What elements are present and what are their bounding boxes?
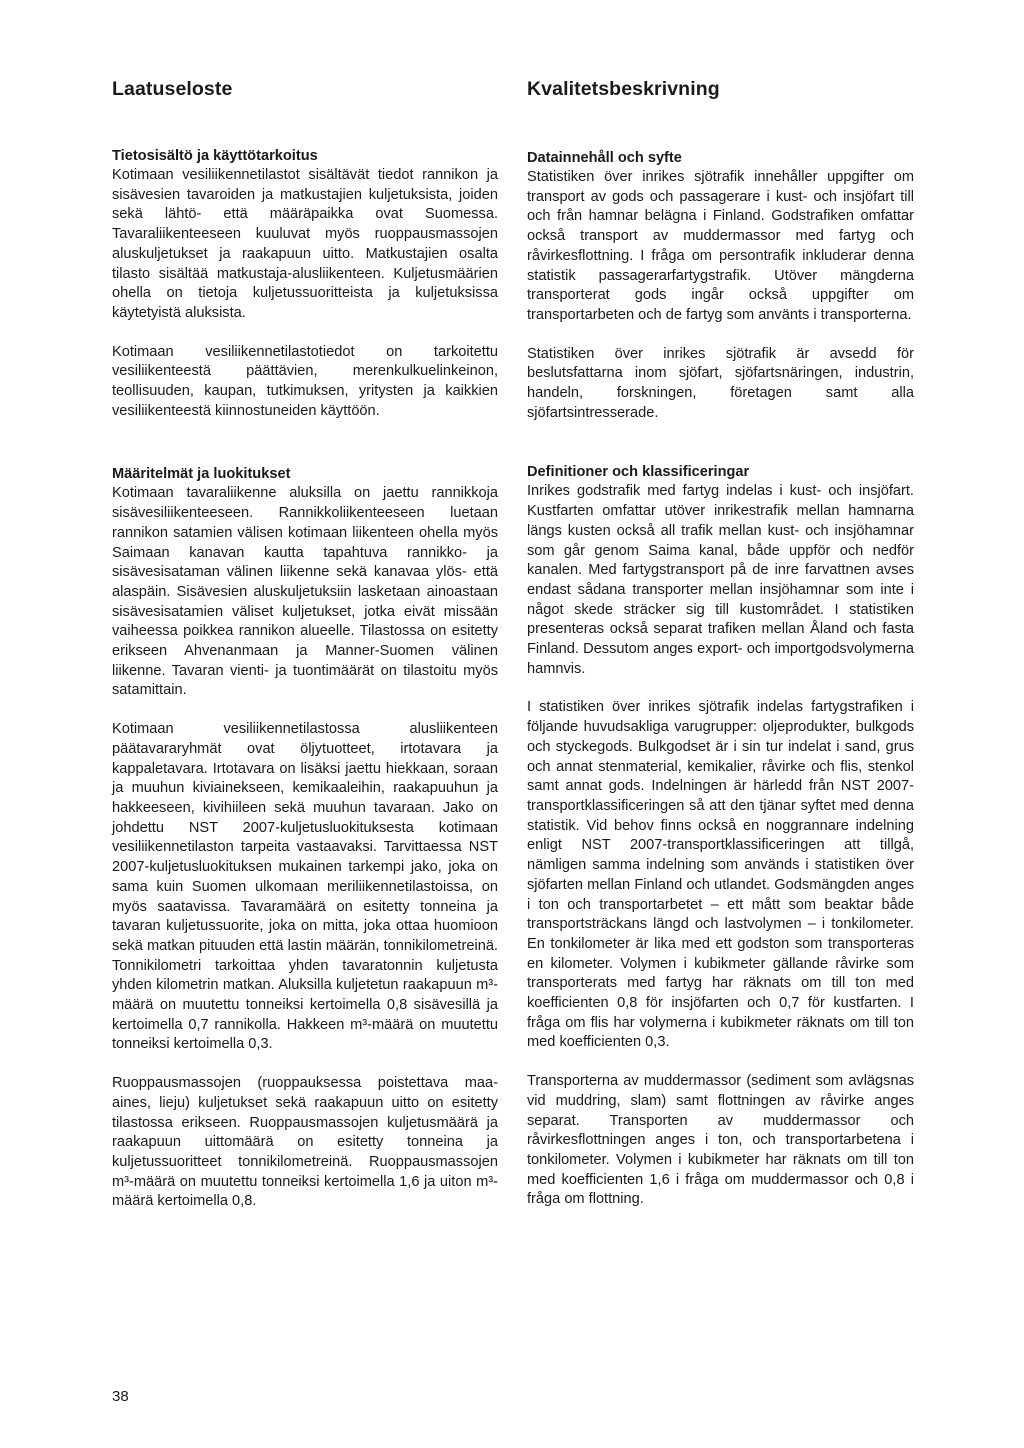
left-column (112, 78, 498, 1212)
left-section1-paragraph-2: Kotimaan vesiliikennetilastotiedot on tarkoitettu vesiliikenteestä päättävien, merenkulkuelinkeinon, teollisuuden, kaupan, tutkimuksen, yritysten ja kaikkien vesiliikenteestä kiinnostuneiden käyttöön. (112, 343, 498, 419)
left-section1-paragraph-1: Kotimaan vesiliikennetilastot sisältävät tiedot rannikon ja sisävesien tavaroiden ja matkustajien kuljetuksista, joiden sekä lähtö- että määräpaikka ovat Suomessa. Tavaraliikenteeseen kuuluvat myös ruoppausmassojen aluskuljetukset ja raakapuun uitto. Matkustajien osalta tilasto sisältää matkustaja-alusliikenteen. Kuljetusmäärien ohella on tietoja kuljetussuoritteista ja kuljetuksissa käytetyistä aluksista. (112, 167, 498, 321)
left-section2-paragraph-2: Kotimaan vesiliikennetilastossa alusliikenteen päätavararyhmät ovat öljytuotteet, irtotavara ja kappaletavara. Irtotavara on lisäksi jaettu hiekkaan, soraan ja muuhun kiviainekseen, kemikaaleihin, raakapuuhun ja hakkeeseen, kivihiileen sekä muuhun tavaraan. Jako on johdettu NST 2007-kuljetusluokituksesta kotimaan vesiliikennetilaston tarpeita vastaavaksi. Tarvittaessa NST 2007-kuljetusluokituksen mukainen tarkempi jako, joka on sama kuin Suomen ulkomaan meriliikennetilastoissa, on myös saatavissa. Tavaramäärä on esitetty tonneina ja tavaran kuljetussuorite, joka on mitta, joka ottaa huomioon sekä matkan pituuden että lastin määrän, tonnikilometreinä. Tonnikilometri tarkoittaa yhden tavaratonnin kuljetusta yhden kilometrin matkan. Aluksilla kuljetetun raakapuun m³-määrä on muutettu tonneiksi kertoimella 0,8 sisävesillä ja kertoimella 0,7 rannikolla. Hakkeen m³-määrä on muutettu tonneiksi kertoimella 0,3. (112, 721, 498, 1053)
right-section-content-purpose (527, 149, 914, 423)
right-section1-paragraph-2: Statistiken över inrikes sjötrafik är avsedd för beslutsfattarna inom sjöfart, sjöfartsnäringen, industrin, handeln, forskningen, företagen samt alla sjöfartsintresserade. (527, 345, 914, 421)
right-section2-paragraph-1: Inrikes godstrafik med fartyg indelas i kust- och insjöfart. Kustfarten omfattar utöver inrikestrafik mellan hamnarna längs kusten också all trafik mellan kust- och insjöhamnar som går genom Saima kanal, både uppför och nedför kanalen. Med fartygstransport på de inre farvattnen avses endast sådana transporter mellan insjöhamnar som inte i något skede sträcker sig till kustområdet. I statistiken presenteras också separat trafiken mellan Åland och fasta Finland. Dessutom anges export- och importgodsvolymerna hamnvis. (527, 483, 914, 677)
right-column-title: Kvalitetsbeskrivning (527, 78, 720, 100)
right-section2-heading: Definitioner och klassificeringar (527, 464, 750, 481)
right-section1-paragraph-1: Statistiken över inrikes sjötrafik innehåller uppgifter om transport av gods och passagerare i kust- och insjöfart till och från hamnar belägna i Finland. Godstrafiken omfattar också transport av muddermassor med fartyg och råvirkesflottning. I fråga om persontrafik inkluderar denna statistik passagerarfartygstrafik. Utöver mängderna transporterat gods ingår också uppgifter om transportarbeten och de fartyg som använts i transporterna. (527, 169, 914, 323)
left-column-title: Laatuseloste (112, 78, 233, 100)
left-section1-heading: Tietosisältö ja käyttötarkoitus (112, 148, 318, 164)
page-number: 38 (112, 1388, 129, 1405)
right-section2-paragraph-3: Transporterna av muddermassor (sediment som avlägsnas vid muddring, slam) samt flottningen av råvirke anges separat. Transporten av muddermassor och råvirkesflottningen anges i ton, och transportarbetena i tonkilometer. Volymen i kubikmeter har räknats om till ton med koefficienten 1,6 i fråga om muddermassor och 0,8 i fråga om flottning. (527, 1073, 914, 1208)
left-section-definitions (112, 465, 498, 1212)
right-section1-heading: Datainnehåll och syfte (527, 150, 682, 166)
right-section-definitions (527, 463, 914, 1210)
right-column (527, 78, 914, 1210)
left-section2-paragraph-1: Kotimaan tavaraliikenne aluksilla on jaettu rannikkoja sisävesiliikenteeseen. Rannikkoliikenteeseen luetaan rannikon satamien välisen kotimaan liikenteen ohella myös Saimaan kanavan kautta tapahtuva rannikko- ja sisävesisataman välinen liikenne sekä kanavaa ylös- että alaspäin. Sisävesien aluskuljetuksiin lasketaan ainoastaan sisävesisatamien väliset kuljetukset, jotka eivät missään vaiheessa poikkea rannikon alueelle. Tilastossa on esitetty erikseen Ahvenanmaan ja Manner-Suomen välinen liikenne. Tavaran vienti- ja tuontimäärät on tilastoitu myös satamittain. (112, 485, 498, 699)
left-section2-heading: Määritelmät ja luokitukset (112, 466, 291, 483)
left-section2-paragraph-3: Ruoppausmassojen (ruoppauksessa poistettava maa-aines, lieju) kuljetukset sekä raakapuun uitto on esitetty tilastossa erikseen. Ruoppausmassojen kuljetusmäärä ja raakapuun uittomäärä on esitetty tonneina ja kuljetussuoritteet tonnikilometreinä. Ruoppausmassojen m³-määrä on muutettu tonneiksi kertoimella 1,6 ja uiton m³-määrä kertoimella 0,8. (112, 1075, 498, 1210)
left-section-content-purpose (112, 147, 498, 421)
right-section2-paragraph-2: I statistiken över inrikes sjötrafik indelas fartygstrafiken i följande huvudsakliga varugrupper: oljeprodukter, bulkgods och styckegods. Bulkgodset är i sin tur indelat i sand, grus och annat stenmaterial, kemikalier, råvirke och flis, stenkol samt annat gods. Indelningen är härledd från NST 2007-transportklassificeringen så att den tjänar syftet med denna statistik. Vid behov finns också en noggrannare indelning enligt NST 2007-transportklassificeringen att tillgå, nämligen samma indelning som används i statistiken över sjöfarten mellan Finland och utlandet. Godsmängden anges i ton och transportarbetet – ett mått som beaktar både transportsträckans längd och lastvolymen – i tonkilometer. En tonkilometer är lika med ett godston som transporteras en kilometer. Volymen i kubikmeter gällande råvirke som transporterats med fartyg har räknats om till ton med koefficienten 0,8 för insjöfarten och 0,7 för kustfarten. I fråga om flis har volymerna i kubikmeter räknats om till ton med koefficienten 0,3. (527, 699, 914, 1051)
